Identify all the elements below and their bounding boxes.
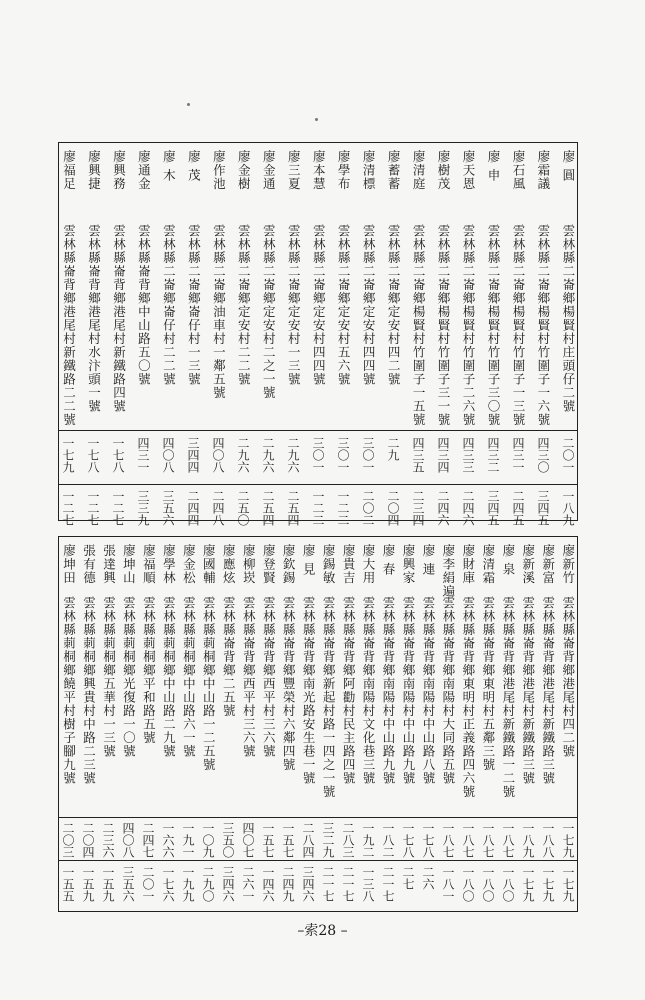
page-number: –索28 – (297, 923, 348, 939)
cell-c1: 二〇一 (561, 437, 575, 473)
cell-c2: 一七六 (161, 866, 175, 902)
cell-c2: 三四五 (536, 490, 550, 526)
cell-c2: 一二二 (336, 490, 350, 526)
cell-c2: 二七 (401, 866, 415, 890)
cell-name: 廖 申 (485, 150, 501, 182)
cell-c1: 一九一 (181, 822, 195, 858)
cell-c2: 二五四 (286, 490, 300, 526)
cell-c1: 一八九 (521, 822, 535, 858)
cell-c2: 二四五 (511, 490, 525, 526)
cell-c2: 一四六 (261, 866, 275, 902)
cell-c2: 一五九 (81, 866, 95, 902)
cell-c1: 二〇四 (81, 822, 95, 858)
cell-address: 雲林縣崙背鄉二五號 (221, 596, 237, 718)
cell-c1: 一五七 (281, 822, 295, 858)
cell-c2: 三四六 (301, 866, 315, 902)
cell-name: 廖三夏 (286, 150, 302, 191)
cell-name: 廖清霜 (480, 544, 496, 585)
top-table-col2 (58, 490, 578, 526)
cell-address: 雲林縣崙背鄉港尾村水汴頭一號 (86, 224, 102, 413)
cell-c1: 四〇八 (161, 437, 175, 473)
cell-c2: 三五六 (161, 490, 175, 526)
cell-address: 雲林縣崙背鄉西平村三六號 (241, 596, 257, 758)
cell-c2: 二四六 (461, 490, 475, 526)
cell-address: 雲林縣崙背鄉中山路五〇號 (136, 224, 152, 386)
cell-c1: 一七九 (61, 437, 75, 473)
cell-address: 雲林縣莿桐鄉中山路一二五號 (201, 596, 217, 772)
cell-address: 雲林縣二崙鄉定安村二二號 (236, 224, 252, 386)
cell-c1: 一五七 (261, 822, 275, 858)
cell-address: 雲林縣二崙鄉楊賢村庄頭仔二號 (560, 224, 576, 413)
cell-c1: 一八八 (541, 822, 555, 858)
cell-address: 雲林縣崙背鄉東明村五鄰三號 (480, 596, 496, 772)
cell-c1: 四三二 (486, 437, 500, 473)
cell-c2: 一九九 (181, 866, 195, 902)
cell-c1: 一九二 (361, 822, 375, 858)
cell-c1: 三二九 (321, 822, 335, 858)
cell-name: 廖興家 (400, 544, 416, 585)
cell-c2: 一五五 (61, 866, 75, 902)
cell-c1: 一〇九 (201, 822, 215, 858)
cell-name: 廖 春 (381, 544, 396, 576)
cell-address: 雲林縣二崙鄉定安村五六號 (336, 224, 352, 386)
cell-c1: 二九六 (286, 437, 300, 473)
cell-c1: 一七八 (401, 822, 415, 858)
cell-address: 雲林縣二崙鄉崙仔村一三號 (186, 224, 202, 386)
cell-c1: 三〇一 (361, 437, 375, 473)
cell-name: 廖霜議 (535, 150, 551, 191)
cell-c1: 四三四 (436, 437, 450, 473)
cell-c2: 一三八 (361, 866, 375, 902)
cell-c1: 一七九 (561, 822, 575, 858)
bottom-table-col1 (58, 822, 578, 858)
cell-address: 雲林縣崙背鄉東明村正義路四六號 (460, 596, 476, 799)
cell-name: 廖 連 (420, 544, 436, 576)
cell-address: 雲林縣崙背鄉港尾村新鐵路四號 (111, 224, 127, 413)
cell-name: 廖福順 (141, 544, 157, 585)
cell-c2: 三四五 (486, 490, 500, 526)
cell-address: 雲林縣莿桐鄉光復路一〇號 (121, 596, 137, 758)
cell-c2: 二一七 (381, 866, 395, 902)
cell-c1: 一八七 (501, 822, 515, 858)
cell-c1: 二三六 (101, 822, 115, 858)
cell-c2: 二四八 (211, 490, 225, 526)
cell-c1: 二〇三 (61, 822, 75, 858)
cell-c2: 二九〇 (201, 866, 215, 902)
speck (315, 118, 318, 121)
cell-c1: 一八二 (381, 822, 395, 858)
cell-address: 雲林縣二崙鄉楊賢村竹圍子三〇號 (485, 224, 501, 427)
top-table-names (58, 150, 578, 208)
cell-address: 雲林縣二崙鄉楊賢村竹圍子二六號 (461, 224, 476, 427)
cell-name: 廖作池 (211, 150, 227, 191)
cell-c1: 四〇八 (211, 437, 225, 473)
cell-address: 雲林縣二崙鄉定安村二之一號 (261, 224, 277, 400)
cell-address: 雲林縣二崙鄉油車村一鄰五號 (211, 224, 227, 400)
cell-name: 廖清標 (361, 150, 377, 191)
cell-name: 廖金通 (261, 150, 277, 191)
cell-c2: 二四四 (186, 490, 200, 526)
cell-address: 雲林縣崙背鄉港尾村新鐵路三號 (520, 596, 536, 785)
cell-address: 雲林縣崙背鄉南光路安生巷一號 (301, 596, 317, 785)
cell-name: 廖福足 (61, 150, 77, 191)
cell-c2: 三三九 (136, 490, 150, 526)
cell-address: 雲林縣崙背鄉港尾村新鐵路三號 (540, 596, 556, 785)
cell-name: 廖本慧 (311, 150, 327, 191)
cell-c2: 二〇四 (386, 490, 400, 526)
cell-name: 廖登賢 (261, 544, 277, 585)
cell-name: 廖樹茂 (436, 150, 452, 191)
cell-c2: 一二七 (86, 490, 100, 526)
cell-name: 廖學布 (336, 150, 352, 191)
cell-c1: 三四四 (186, 437, 200, 473)
cell-c1: 一七八 (111, 437, 125, 473)
cell-name: 廖興捷 (86, 150, 102, 191)
cell-name: 廖興務 (111, 150, 127, 191)
cell-c1: 二八三 (341, 822, 355, 858)
cell-name: 廖錫敏 (321, 544, 337, 585)
cell-c2: 一八〇 (481, 866, 495, 902)
cell-c1: 二九六 (261, 437, 275, 473)
cell-address: 雲林縣莿桐鄉五華村一三號 (101, 596, 117, 758)
cell-name: 廖天恩 (461, 150, 476, 191)
cell-c1: 四三一 (511, 437, 525, 473)
cell-name: 廖 木 (161, 150, 177, 182)
cell-c2: 二〇一 (141, 866, 155, 902)
cell-c2: 一八〇 (461, 866, 475, 902)
cell-address: 雲林縣二崙鄉楊賢村竹圍子三一號 (436, 224, 452, 427)
cell-address: 雲林縣崙背鄉豐榮村六鄰四號 (281, 596, 297, 772)
cell-c2: 二五四 (261, 490, 275, 526)
cell-name: 廖財庫 (460, 544, 476, 585)
cell-address: 雲林縣莿桐鄉饒平村樹子腳九號 (61, 596, 77, 785)
cell-name: 廖石風 (510, 150, 526, 191)
cell-c2: 二六 (421, 866, 435, 890)
cell-c2: 一七九 (521, 866, 535, 902)
cell-name: 廖 圓 (560, 150, 576, 182)
cell-address: 雲林縣崙背鄉南陽村中山路九號 (400, 596, 416, 785)
cell-c1: 四三三 (461, 437, 475, 473)
cell-c2: 二四九 (281, 866, 295, 902)
cell-address: 雲林縣崙背鄉南陽村大同路五號 (440, 596, 456, 785)
cell-name: 廖欽錫 (281, 544, 297, 585)
cell-c1: 四〇八 (121, 822, 135, 858)
cell-address: 雲林縣崙背鄉西平村三六號 (261, 596, 277, 758)
cell-name: 廖國輔 (201, 544, 217, 585)
cell-name: 廖金松 (181, 544, 197, 585)
cell-c2: 二一七 (321, 866, 335, 902)
cell-name: 廖坤田 (61, 544, 77, 585)
cell-address: 雲林縣崙背鄉新起村路一四之一號 (321, 596, 337, 799)
top-table-divider-1 (58, 430, 578, 431)
cell-c2: 一二七 (111, 490, 125, 526)
cell-name: 張達興 (101, 544, 117, 585)
top-table-col1 (58, 437, 578, 481)
cell-c2: 一七九 (561, 866, 575, 902)
cell-address: 雲林縣崙背鄉港尾村四二號 (560, 596, 576, 758)
cell-c1: 一八七 (441, 822, 455, 858)
cell-address: 雲林縣二崙鄉定安村一三號 (286, 224, 302, 386)
cell-name: 廖新溪 (520, 544, 536, 585)
cell-c1: 一八七 (481, 822, 495, 858)
cell-name: 廖坤山 (121, 544, 137, 585)
speck (187, 103, 190, 106)
cell-c2: 三五六 (121, 866, 135, 902)
cell-c2: 一五九 (101, 866, 115, 902)
cell-c1: 一七八 (86, 437, 100, 473)
cell-address: 雲林縣二崙鄉定安村四四號 (361, 224, 377, 386)
bottom-table-col2 (58, 866, 578, 908)
cell-address: 雲林縣崙背鄉港尾村新鐵路一二號 (500, 596, 516, 799)
cell-address: 雲林縣莿桐鄉中山路二九號 (161, 596, 177, 758)
cell-c2: 一八九 (561, 490, 575, 526)
cell-c2: 二一七 (341, 866, 355, 902)
cell-c1: 四三五 (411, 437, 425, 473)
cell-c2: 一八一 (441, 866, 455, 902)
cell-c2: 二四六 (436, 490, 450, 526)
cell-address: 雲林縣二崙鄉定安村四四號 (311, 224, 327, 386)
bottom-table-divider-2 (58, 860, 578, 861)
top-table-addresses (58, 224, 578, 427)
cell-address: 雲林縣崙背鄉南陽村中山路九號 (381, 596, 396, 785)
cell-c2: 三四六 (221, 866, 235, 902)
cell-name: 廖李絹遍 (440, 544, 456, 598)
cell-name: 廖應炫 (221, 544, 237, 585)
cell-c2: 一二二 (311, 490, 325, 526)
cell-address: 雲林縣崙背鄉南陽村文化巷三號 (361, 596, 377, 785)
cell-address: 雲林縣二崙鄉楊賢村竹圍子一六號 (535, 224, 551, 427)
cell-name: 廖清庭 (411, 150, 427, 191)
bottom-table-addresses (58, 596, 578, 812)
cell-c1: 三五〇 (221, 822, 235, 858)
cell-address: 雲林縣二崙鄉楊賢村竹圍子一五號 (411, 224, 427, 427)
cell-c2: 二五〇 (236, 490, 250, 526)
cell-name: 廖 泉 (500, 544, 516, 576)
cell-name: 廖學林 (161, 544, 177, 585)
cell-c2: 二三四 (411, 490, 425, 526)
cell-c1: 一八七 (461, 822, 475, 858)
cell-c2: 一二七 (61, 490, 75, 526)
cell-c1: 三〇一 (311, 437, 325, 473)
cell-name: 廖金樹 (236, 150, 252, 191)
cell-c2: 二〇二 (361, 490, 375, 526)
cell-address: 雲林縣莿桐鄉興貴村中路二三號 (81, 596, 97, 785)
cell-address: 雲林縣莿桐鄉平和路五號 (141, 596, 157, 745)
cell-c1: 一六六 (161, 822, 175, 858)
cell-c1: 四三〇 (536, 437, 550, 473)
cell-name: 廖新竹 (560, 544, 576, 585)
cell-c1: 二四七 (141, 822, 155, 858)
cell-address: 雲林縣二崙鄉楊賢村竹圍子一三號 (510, 224, 526, 427)
cell-address: 雲林縣崙背鄉南陽村中山路八號 (420, 596, 436, 785)
cell-name: 廖 茂 (186, 150, 202, 182)
cell-address: 雲林縣莿桐鄉中山路六一號 (181, 596, 197, 758)
cell-c2: 一七九 (541, 866, 555, 902)
cell-name: 廖大用 (361, 544, 377, 585)
cell-name: 廖柳崁 (241, 544, 257, 585)
cell-c1: 二九 (386, 437, 400, 461)
cell-name: 廖通金 (136, 150, 152, 191)
cell-name: 廖蓄蓄 (386, 150, 402, 191)
bottom-table-divider-1 (58, 817, 578, 818)
cell-name: 廖新富 (540, 544, 556, 585)
cell-c1: 二八四 (301, 822, 315, 858)
cell-c2: 一八〇 (501, 866, 515, 902)
cell-c1: 四〇七 (241, 822, 255, 858)
cell-address: 雲林縣二崙鄉定安村四二號 (386, 224, 402, 386)
cell-address: 雲林縣崙背鄉阿勸村民主路四號 (341, 596, 357, 785)
cell-name: 張有德 (81, 544, 97, 585)
top-table-divider-2 (58, 484, 578, 485)
cell-address: 雲林縣二崙鄉崙仔村二二號 (161, 224, 177, 386)
cell-c1: 三〇一 (336, 437, 350, 473)
cell-c1: 二九六 (236, 437, 250, 473)
cell-name: 廖貴吉 (341, 544, 357, 585)
cell-address: 雲林縣崙背鄉港尾村新鐵路二二號 (61, 224, 77, 427)
cell-c1: 一七八 (421, 822, 435, 858)
cell-name: 廖 見 (301, 544, 317, 576)
cell-c1: 四三一 (136, 437, 150, 473)
cell-c2: 二六一 (241, 866, 255, 902)
bottom-table-names (58, 544, 578, 598)
